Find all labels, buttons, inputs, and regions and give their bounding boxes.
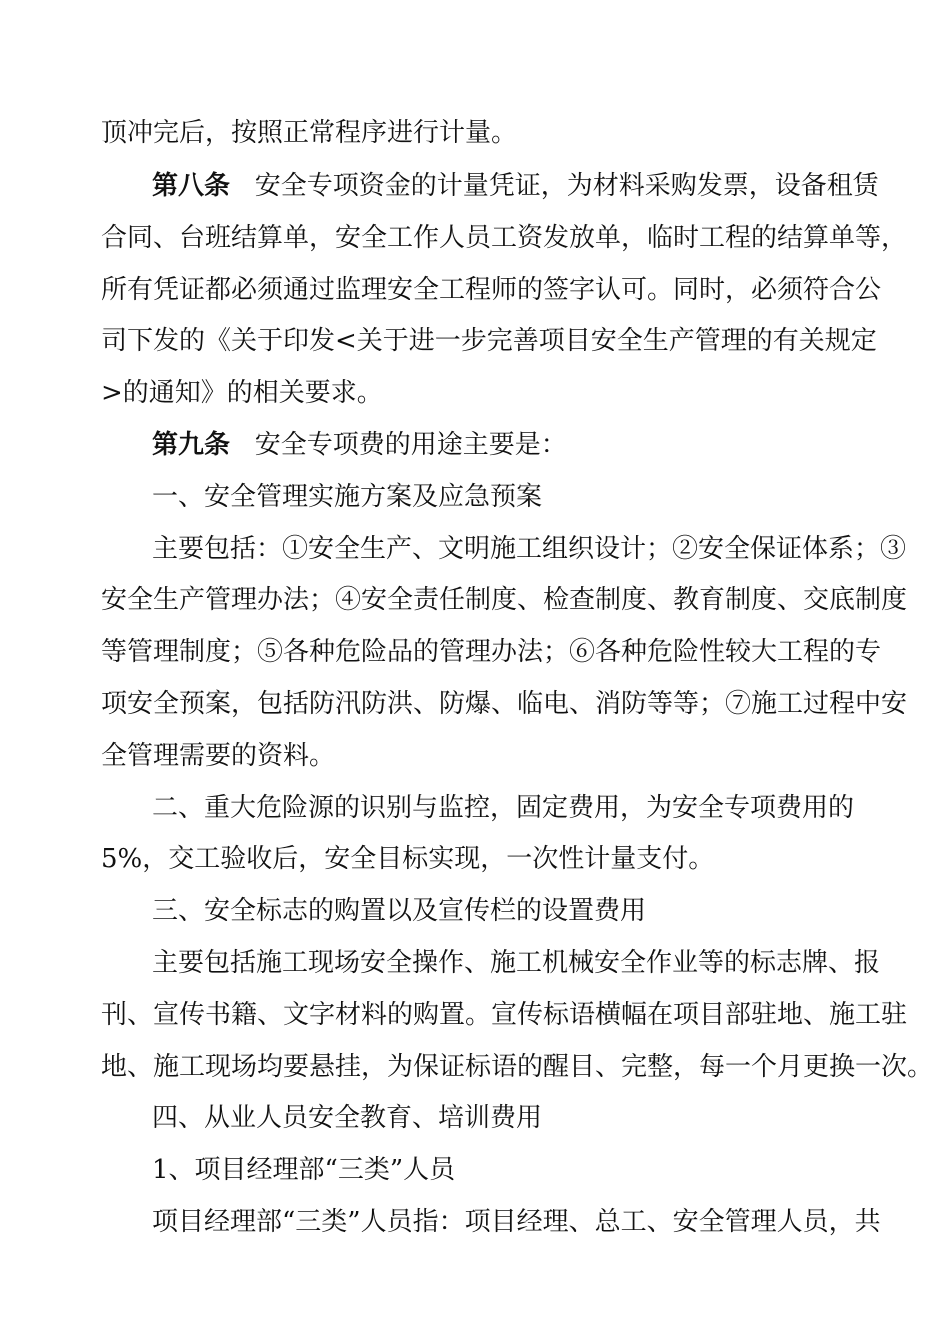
paragraph-line [101, 585, 908, 615]
paragraph-line [101, 1000, 908, 1030]
line-text: 安全生产管理办法；④安全责任制度、检查制度、教育制度、交底制度 [101, 585, 908, 615]
paragraph-line [101, 637, 882, 667]
paragraph-line [152, 793, 855, 823]
paragraph-line [0, 1103, 950, 1133]
paragraph-line [0, 844, 950, 874]
line-text: 主要包括施工现场安全操作、施工机械安全作业等的标志牌、报 [152, 948, 881, 978]
line-text: 所有凭证都必须通过监理安全工程师的签字认可。同时，必须符合公 [101, 275, 882, 305]
line-text: 合同、台班结算单，安全工作人员工资发放单，临时工程的结算单等， [101, 223, 908, 253]
article-heading: 第九条 [152, 430, 231, 460]
paragraph-line [152, 1207, 881, 1237]
paragraph-line [0, 896, 950, 926]
line-text: 1、项目经理部“三类”人员 [152, 1155, 456, 1185]
article-heading: 第八条 [152, 171, 231, 201]
line-text: 地、施工现场均要悬挂，为保证标语的醒目、完整，每一个月更换一次。 [101, 1052, 934, 1082]
line-text: 安全专项费的用途主要是： [230, 430, 567, 460]
paragraph-line [101, 275, 882, 305]
line-text: 项安全预案，包括防汛防洪、防爆、临电、消防等等；⑦施工过程中安 [101, 689, 908, 719]
line-text: 司下发的《关于印发<关于进一步完善项目安全生产管理的有关规定 [101, 326, 877, 356]
paragraph-line [0, 118, 950, 148]
paragraph-line [0, 741, 950, 771]
paragraph-line [152, 534, 907, 564]
line-text: 等管理制度；⑤各种危险品的管理办法；⑥各种危险性较大工程的专 [101, 637, 882, 667]
paragraph-line [101, 1052, 934, 1082]
line-text: 顶冲完后，按照正常程序进行计量。 [101, 118, 518, 148]
line-text: 项目经理部“三类”人员指：项目经理、总工、安全管理人员，共 [152, 1207, 881, 1237]
line-text: 四、从业人员安全教育、培训费用 [152, 1103, 543, 1133]
line-text: >的通知》的相关要求。 [101, 378, 383, 408]
paragraph-line [0, 378, 950, 408]
paragraph-line [152, 948, 881, 978]
line-text: 主要包括：①安全生产、文明施工组织设计；②安全保证体系；③ [152, 534, 907, 564]
line-text: 刊、宣传书籍、文字材料的购置。宣传标语横幅在项目部驻地、施工驻 [101, 1000, 908, 1030]
line-text: 全管理需要的资料。 [101, 741, 336, 771]
paragraph-line [0, 430, 950, 460]
line-text: 一、安全管理实施方案及应急预案 [152, 482, 543, 512]
paragraph-line [101, 689, 908, 719]
line-text: 二、重大危险源的识别与监控，固定费用，为安全专项费用的 [152, 793, 855, 823]
paragraph-line [101, 223, 908, 253]
paragraph-line [152, 171, 879, 201]
line-text: 安全专项资金的计量凭证，为材料采购发票，设备租赁 [230, 171, 879, 201]
paragraph-line [101, 326, 877, 356]
line-text: 5%，交工验收后，安全目标实现，一次性计量支付。 [101, 844, 715, 874]
paragraph-line [0, 482, 950, 512]
paragraph-line [0, 1155, 950, 1185]
line-text: 三、安全标志的购置以及宣传栏的设置费用 [152, 896, 647, 926]
